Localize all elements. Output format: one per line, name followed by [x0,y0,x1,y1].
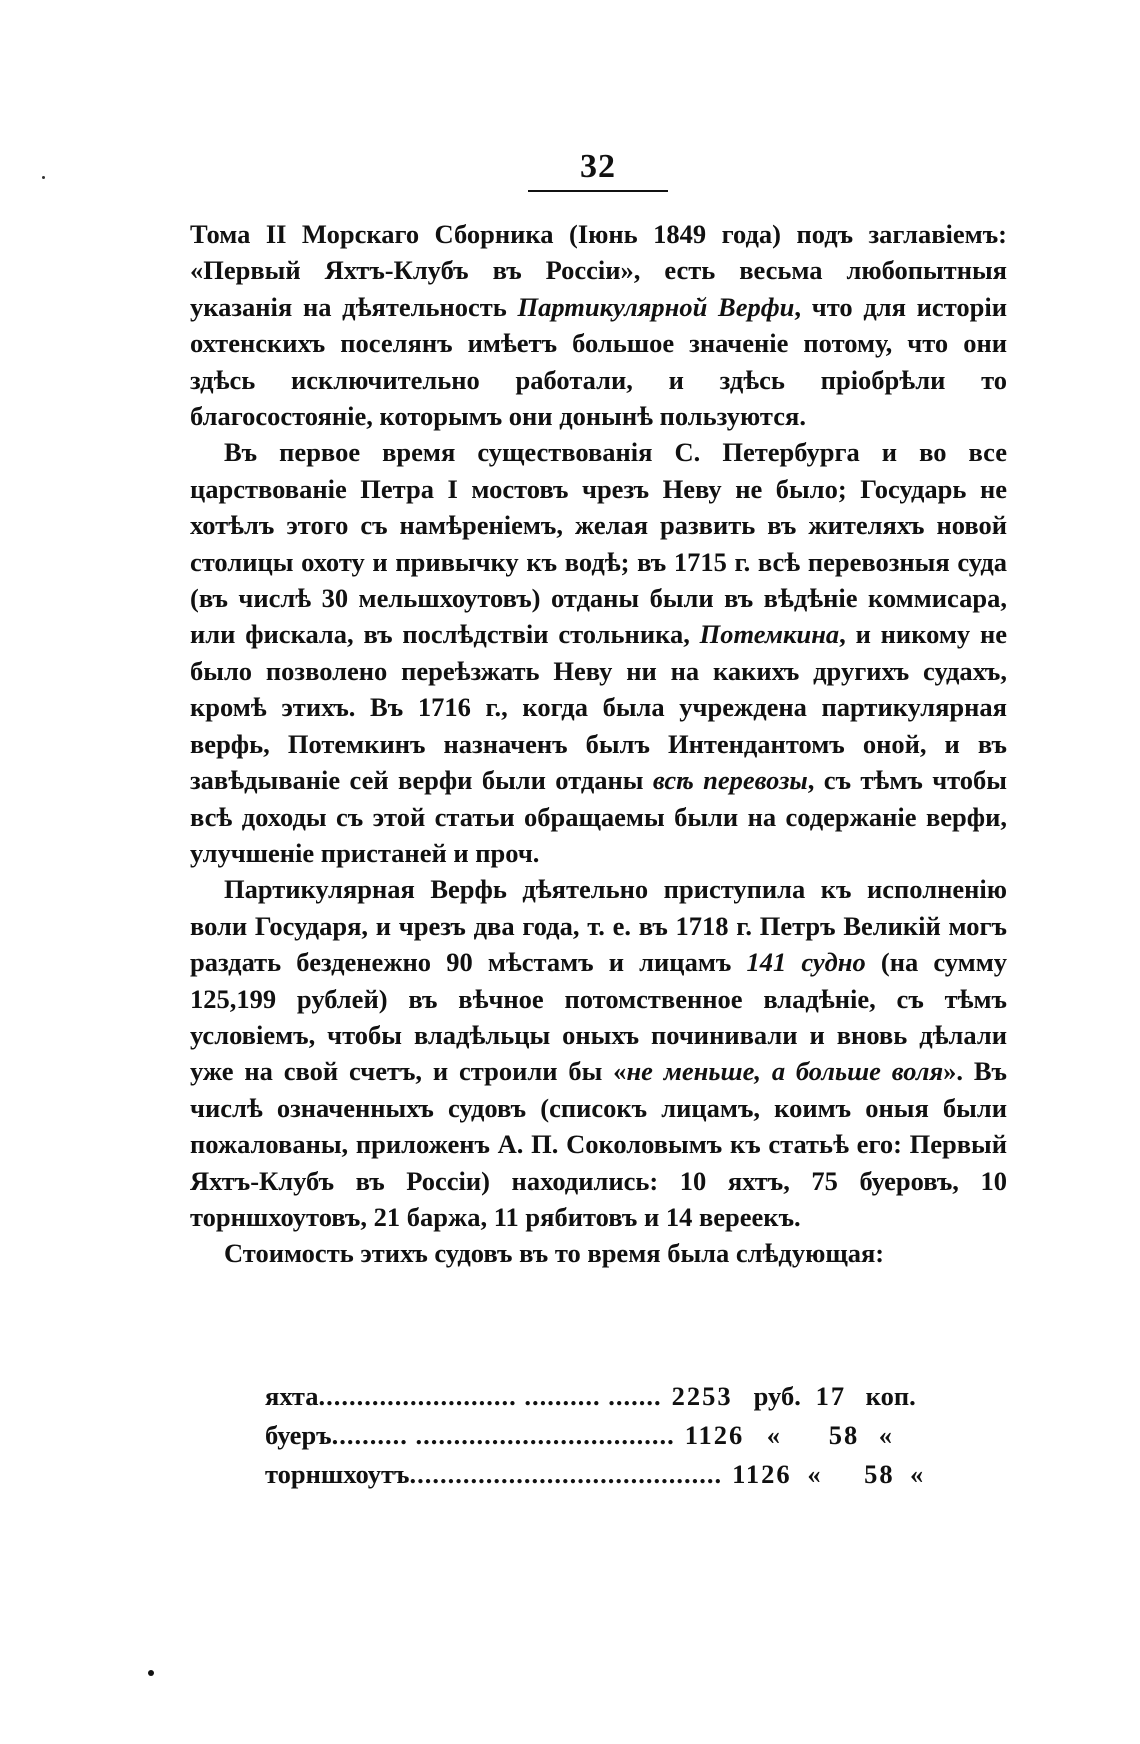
paragraph-2 [190,434,1007,871]
leader-dots: ......................................... [409,1459,723,1489]
cost-item-name: торншхоутъ [265,1459,410,1489]
text-run: Въ первое время существованія С. Петербурга и во все царствованіе Петра I мостовъ чрезъ Неву не было; Государь не хотѣлъ этого съ намѣреніемъ, желая развить въ жителяхъ новой столицы охоту и привычку къ водѣ; въ 1715 г. всѣ перевозныя суда (въ числѣ 30 мельшхоутовъ) отданы были въ вѣдѣніе коммисара, или фискала, въ послѣдствіи стольника, [190,437,1007,650]
cost-item-name: яхта [265,1381,319,1411]
cost-rub-unit: « [807,1459,821,1489]
paragraph-4 [190,1235,1007,1271]
text-run: , съ тѣмъ чтобы всѣ доходы съ этой статьи обращаемы были на содержаніе верфи, улучшеніе пристаней и проч. [190,765,1007,868]
cost-rubles: 1126 [732,1459,792,1489]
body-text [190,216,1007,1272]
italic-text-run: Партикулярной Верфи [517,291,795,322]
cost-rubles: 1126 [684,1420,745,1450]
cost-row [265,1416,965,1455]
text-run: ». Въ числѣ означенныхъ судовъ (списокъ лицамъ, коимъ оныя были пожалованы, приложенъ А. П. Соколовымъ къ статьѣ его: Первый Яхтъ-Клубъ въ Россіи) находились: 10 яхтъ, 75 буеровъ, 10 торншхоутовъ, 21 баржа, 11 рябитовъ и 14 вереекъ. [190,1056,1007,1232]
cost-rub-unit: руб. [753,1381,801,1411]
italic-text-run: не меньше, а больше воля [626,1056,944,1087]
italic-text-run: 141 судно [746,947,866,978]
cost-rubles: 2253 [671,1381,733,1411]
cost-row [265,1455,965,1494]
text-run: (на сумму 125,199 рублей) въ вѣчное потомственное владѣніе, съ тѣмъ условіемъ, чтобы владѣльцы оныхъ починивали и вновь дѣлали уже на свой счетъ, и строили бы « [190,947,1008,1087]
cost-row [265,1377,965,1416]
text-run: , что для исторіи охтенскихъ поселянъ имѣетъ большое значеніе потому, что они здѣсь исключительно работали, и здѣсь пріобрѣли то благосостояніе, которымъ они донынѣ пользуются. [190,291,1007,432]
cost-kop-unit: коп. [865,1381,916,1411]
text-run: Стоимость этихъ судовъ въ то время была слѣдующая: [224,1238,885,1269]
cost-table [265,1377,965,1494]
page-number: 32 [580,148,616,185]
cost-kopecks: 58 [828,1420,860,1450]
leader-dots: .......... .................................. [331,1420,675,1450]
cost-item-name: буеръ [265,1420,332,1450]
cost-rub-unit: « [766,1420,781,1450]
text-run: Тома II Морскаго Сборника (Іюнь 1849 года) подъ заглавіемъ: «Первый Яхтъ-Клубъ въ Россіи», есть весьма любопытныя указанія на дѣятельность [190,219,1007,322]
leader-dots: .......................... .......... ....... [318,1381,662,1411]
scan-speck [42,176,45,179]
scan-speck [148,1670,154,1676]
cost-kopecks: 17 [815,1381,847,1411]
paragraph-3 [190,871,1007,1235]
italic-text-run: всѣ перевозы [652,765,808,796]
text-run: Партикулярная Верфь дѣятельно приступила къ исполненію воли Государя, и чрезъ два года, т. е. въ 1718 г. Петръ Великій могъ раздать безденежно 90 мѣстамъ и лицамъ [190,874,1007,978]
italic-text-run: Потемкина [699,619,840,650]
page-number-rule [528,190,668,192]
cost-kopecks: 58 [864,1459,895,1489]
paragraph-1 [190,216,1007,434]
cost-kop-unit: « [910,1459,924,1489]
cost-kop-unit: « [878,1420,893,1450]
text-run: , и никому не было позволено переѣзжать Неву ни на какихъ другихъ судахъ, кромѣ этихъ. Въ 1716 г., когда была учреждена партикулярная верфь, Потемкинъ назначенъ былъ Интендантомъ оной, и въ завѣдываніе сей верфи были отданы [190,619,1007,796]
